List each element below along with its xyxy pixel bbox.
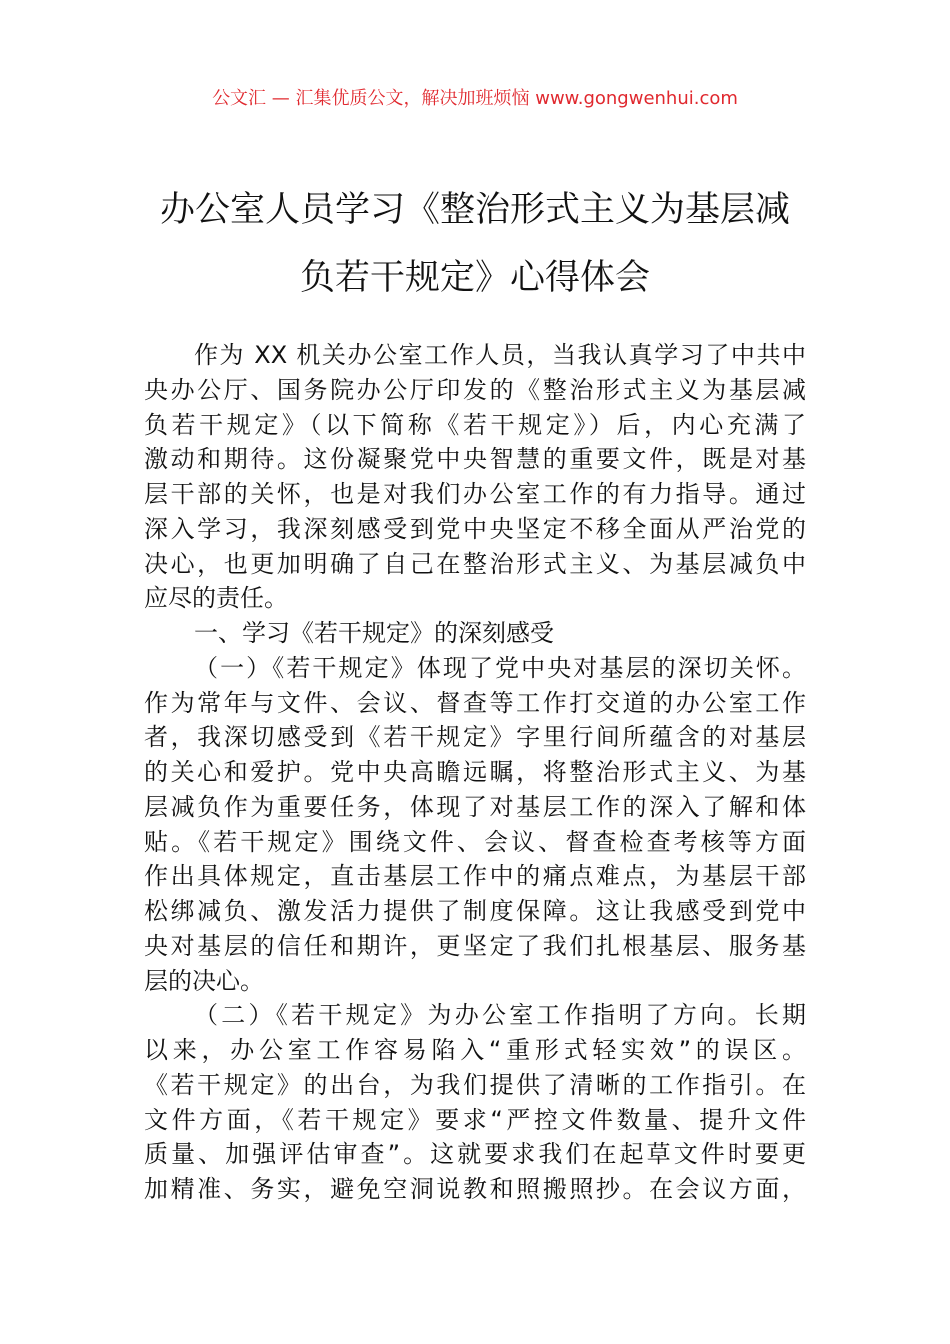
text-line: 央对基层的信任和期许，更坚定了我们扎根基层、服务基 [144,931,806,960]
text-line: 加精准、务实，避免空洞说教和照搬照抄。在会议方面， [144,1175,806,1203]
text-line: 的关心和爱护。党中央高瞻远瞩，将整治形式主义、为基 [144,758,806,786]
text-line: 深入学习，我深刻感受到党中央坚定不移全面从严治党的 [144,514,806,543]
text-line: 层减负作为重要任务，体现了对基层工作的深入了解和体 [144,792,806,821]
text-line: 作为常年与文件、会议、督查等工作打交道的办公室工作 [144,688,806,717]
text-line: 应尽的责任。 [144,584,288,613]
text-line: 作出具体规定，直击基层工作中的痛点难点，为基层干部 [144,862,806,891]
title-line: 办公室人员学习《整治形式主义为基层减 [159,190,790,230]
text-line: 激动和期待。这份凝聚党中央智慧的重要文件，既是对基 [144,445,806,474]
text-line: 作为 XX 机关办公室工作人员，当我认真学习了中共中 [194,341,806,369]
text-line: 以来，办公室工作容易陷入“重形式轻实效”的误区。 [144,1036,806,1064]
text-line: 质量、加强评估审查”。这就要求我们在起草文件时要更 [144,1140,806,1169]
watermark-banner: 公文汇 — 汇集优质公文，解决加班烦恼 www.gongwenhui.com [212,88,738,109]
paragraph [144,651,806,999]
text-line: 文件方面，《若干规定》要求“严控文件数量、提升文件 [144,1105,806,1134]
text-line: 松绑减负、激发活力提供了制度保障。这让我感受到党中 [144,897,806,925]
text-line: 层干部的关怀，也是对我们办公室工作的有力指导。通过 [144,480,806,508]
text-line: （一）《若干规定》体现了党中央对基层的深切关怀。 [194,653,806,682]
paragraph [144,998,806,1207]
text-line: 《若干规定》的出台，为我们提供了清晰的工作指引。在 [144,1070,806,1099]
document-body [144,338,806,1207]
section-heading [144,616,806,651]
text-line: 者，我深切感受到《若干规定》字里行间所蕴含的对基层 [144,723,806,752]
text-line: 贴。《若干规定》围绕文件、会议、督查检查考核等方面 [144,827,806,856]
text-line: 层的决心。 [144,966,264,995]
text-line: 一、学习《若干规定》的深刻感受 [194,619,554,647]
text-line: （二）《若干规定》为办公室工作指明了方向。长期 [194,1001,806,1030]
document-title [0,176,950,312]
text-line: 央办公厅、国务院办公厅印发的《整治形式主义为基层减 [144,375,806,404]
paragraph [144,338,806,616]
text-line: 负若干规定》（以下简称《若干规定》）后，内心充满了 [144,410,806,439]
title-line: 负若干规定》心得体会 [299,258,650,298]
text-line: 决心，也更加明确了自己在整治形式主义、为基层减负中 [144,549,806,578]
